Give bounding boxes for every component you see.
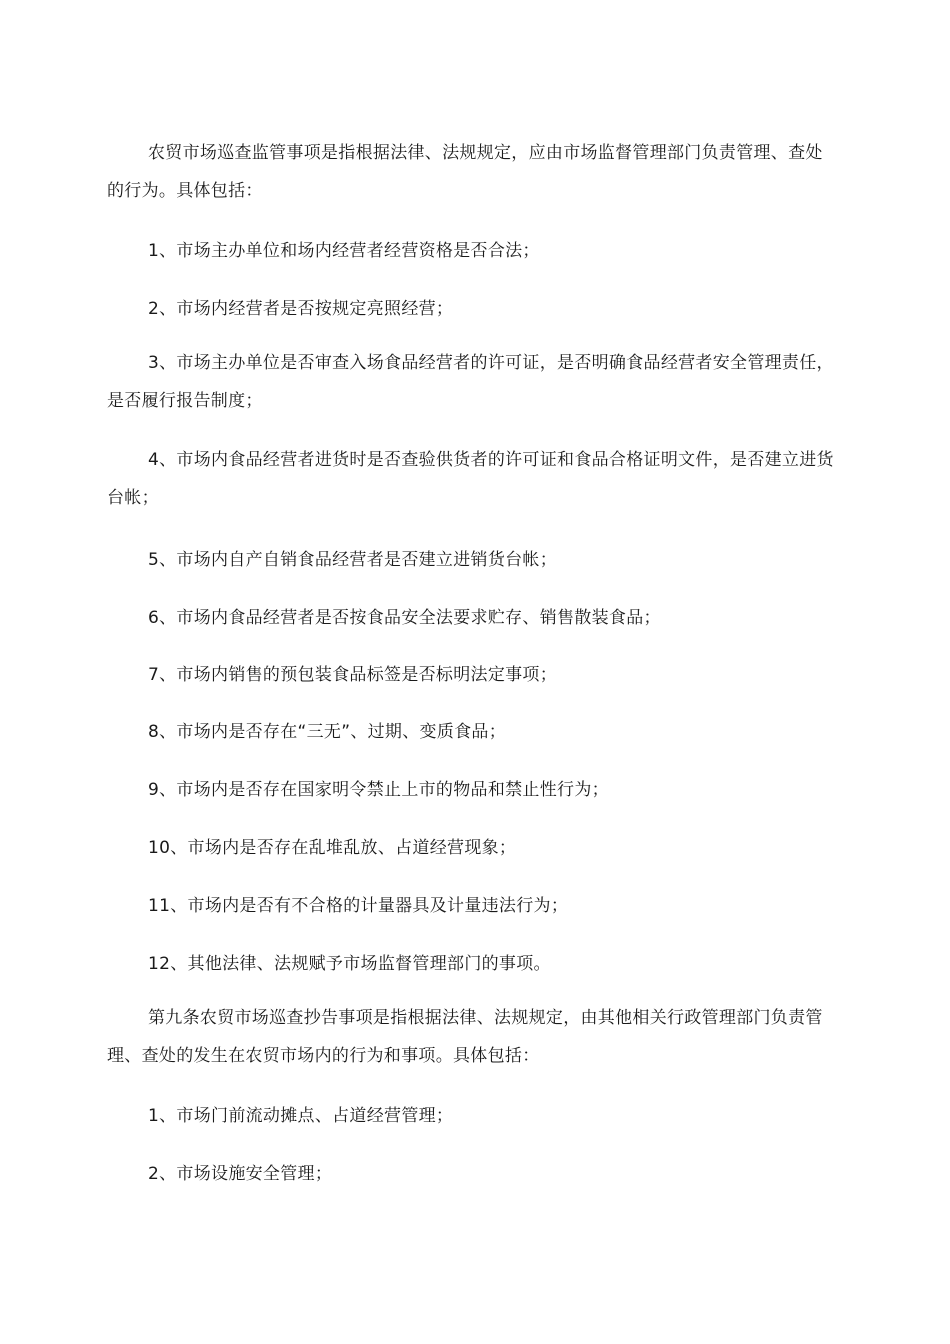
list-item: 11、市场内是否有不合格的计量器具及计量违法行为； bbox=[148, 896, 569, 916]
list-item: 1、市场门前流动摊点、占道经营管理； bbox=[148, 1106, 454, 1126]
list-item: 3、市场主办单位是否审查入场食品经营者的许可证，是否明确食品经营者安全管理责任，是否履行报告制度； bbox=[107, 353, 834, 411]
list-item: 8、市场内是否存在“三无”、过期、变质食品； bbox=[148, 722, 507, 742]
list-item: 6、市场内食品经营者是否按食品安全法要求贮存、销售散装食品； bbox=[148, 608, 661, 628]
list-item: 5、市场内自产自销食品经营者是否建立进销货台帐； bbox=[148, 550, 558, 570]
list-item: 12、其他法律、法规赋予市场监督管理部门的事项。 bbox=[148, 954, 551, 974]
list-item: 7、市场内销售的预包装食品标签是否标明法定事项； bbox=[148, 665, 558, 685]
intro-paragraph: 农贸市场巡查监管事项是指根据法律、法规规定，应由市场监督管理部门负责管理、查处的行为。具体包括： bbox=[107, 143, 823, 201]
list-item: 9、市场内是否存在国家明令禁止上市的物品和禁止性行为； bbox=[148, 780, 609, 800]
list-item: 2、市场内经营者是否按规定亮照经营； bbox=[148, 299, 454, 319]
list-item: 4、市场内食品经营者进货时是否查验供货者的许可证和食品合格证明文件，是否建立进货台帐； bbox=[107, 450, 834, 508]
list-item: 1、市场主办单位和场内经营者经营资格是否合法； bbox=[148, 241, 540, 261]
article-paragraph: 第九条农贸市场巡查抄告事项是指根据法律、法规规定，由其他相关行政管理部门负责管理、查处的发生在农贸市场内的行为和事项。具体包括： bbox=[107, 1008, 823, 1066]
list-item: 10、市场内是否存在乱堆乱放、占道经营现象； bbox=[148, 838, 517, 858]
list-item: 2、市场设施安全管理； bbox=[148, 1164, 333, 1184]
